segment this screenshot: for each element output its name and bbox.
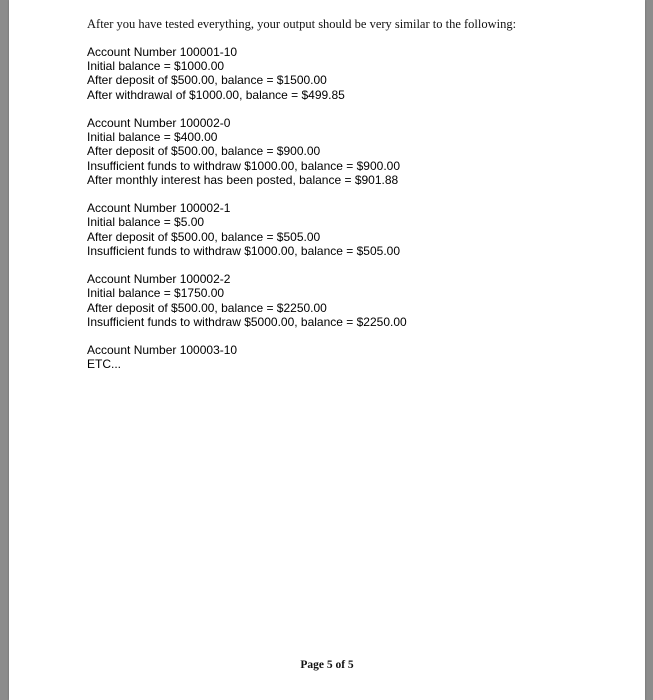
output-line: Insufficient funds to withdraw $1000.00, balance = $505.00 xyxy=(87,243,401,258)
output-line: After monthly interest has been posted, balance = $901.88 xyxy=(87,172,399,187)
output-line: Account Number 100003-10 xyxy=(87,343,238,358)
account-block xyxy=(87,45,407,102)
output-line: After deposit of $500.00, balance = $900.00 xyxy=(87,144,321,159)
output-line: Account Number 100002-1 xyxy=(87,201,231,216)
document-page xyxy=(9,0,645,700)
output-line: ETC... xyxy=(87,357,122,372)
output-line: Initial balance = $1750.00 xyxy=(87,286,225,301)
output-line: Initial balance = $5.00 xyxy=(87,215,205,230)
output-line: After deposit of $500.00, balance = $2250.00 xyxy=(87,300,327,315)
output-line: Account Number 100002-0 xyxy=(87,116,231,130)
output-line: Insufficient funds to withdraw $1000.00, balance = $900.00 xyxy=(87,158,401,173)
output-line: After deposit of $500.00, balance = $1500.00 xyxy=(87,73,327,88)
output-line: Account Number 100002-2 xyxy=(87,272,231,287)
page-number: Page 5 of 5 xyxy=(300,659,354,671)
account-block xyxy=(87,116,407,187)
account-block xyxy=(87,201,407,258)
output-line: Insufficient funds to withdraw $5000.00, balance = $2250.00 xyxy=(87,314,407,329)
output-line: Account Number 100001-10 xyxy=(87,45,238,59)
output-line: Initial balance = $1000.00 xyxy=(87,59,225,74)
output-line: After deposit of $500.00, balance = $505.00 xyxy=(87,229,321,244)
output-line: Initial balance = $400.00 xyxy=(87,130,218,145)
sample-output xyxy=(87,45,407,386)
output-line: After withdrawal of $1000.00, balance = $499.85 xyxy=(87,87,345,102)
intro-text: After you have tested everything, your output should be very similar to the following: xyxy=(87,17,517,31)
account-block xyxy=(87,272,407,329)
account-block xyxy=(87,343,407,371)
